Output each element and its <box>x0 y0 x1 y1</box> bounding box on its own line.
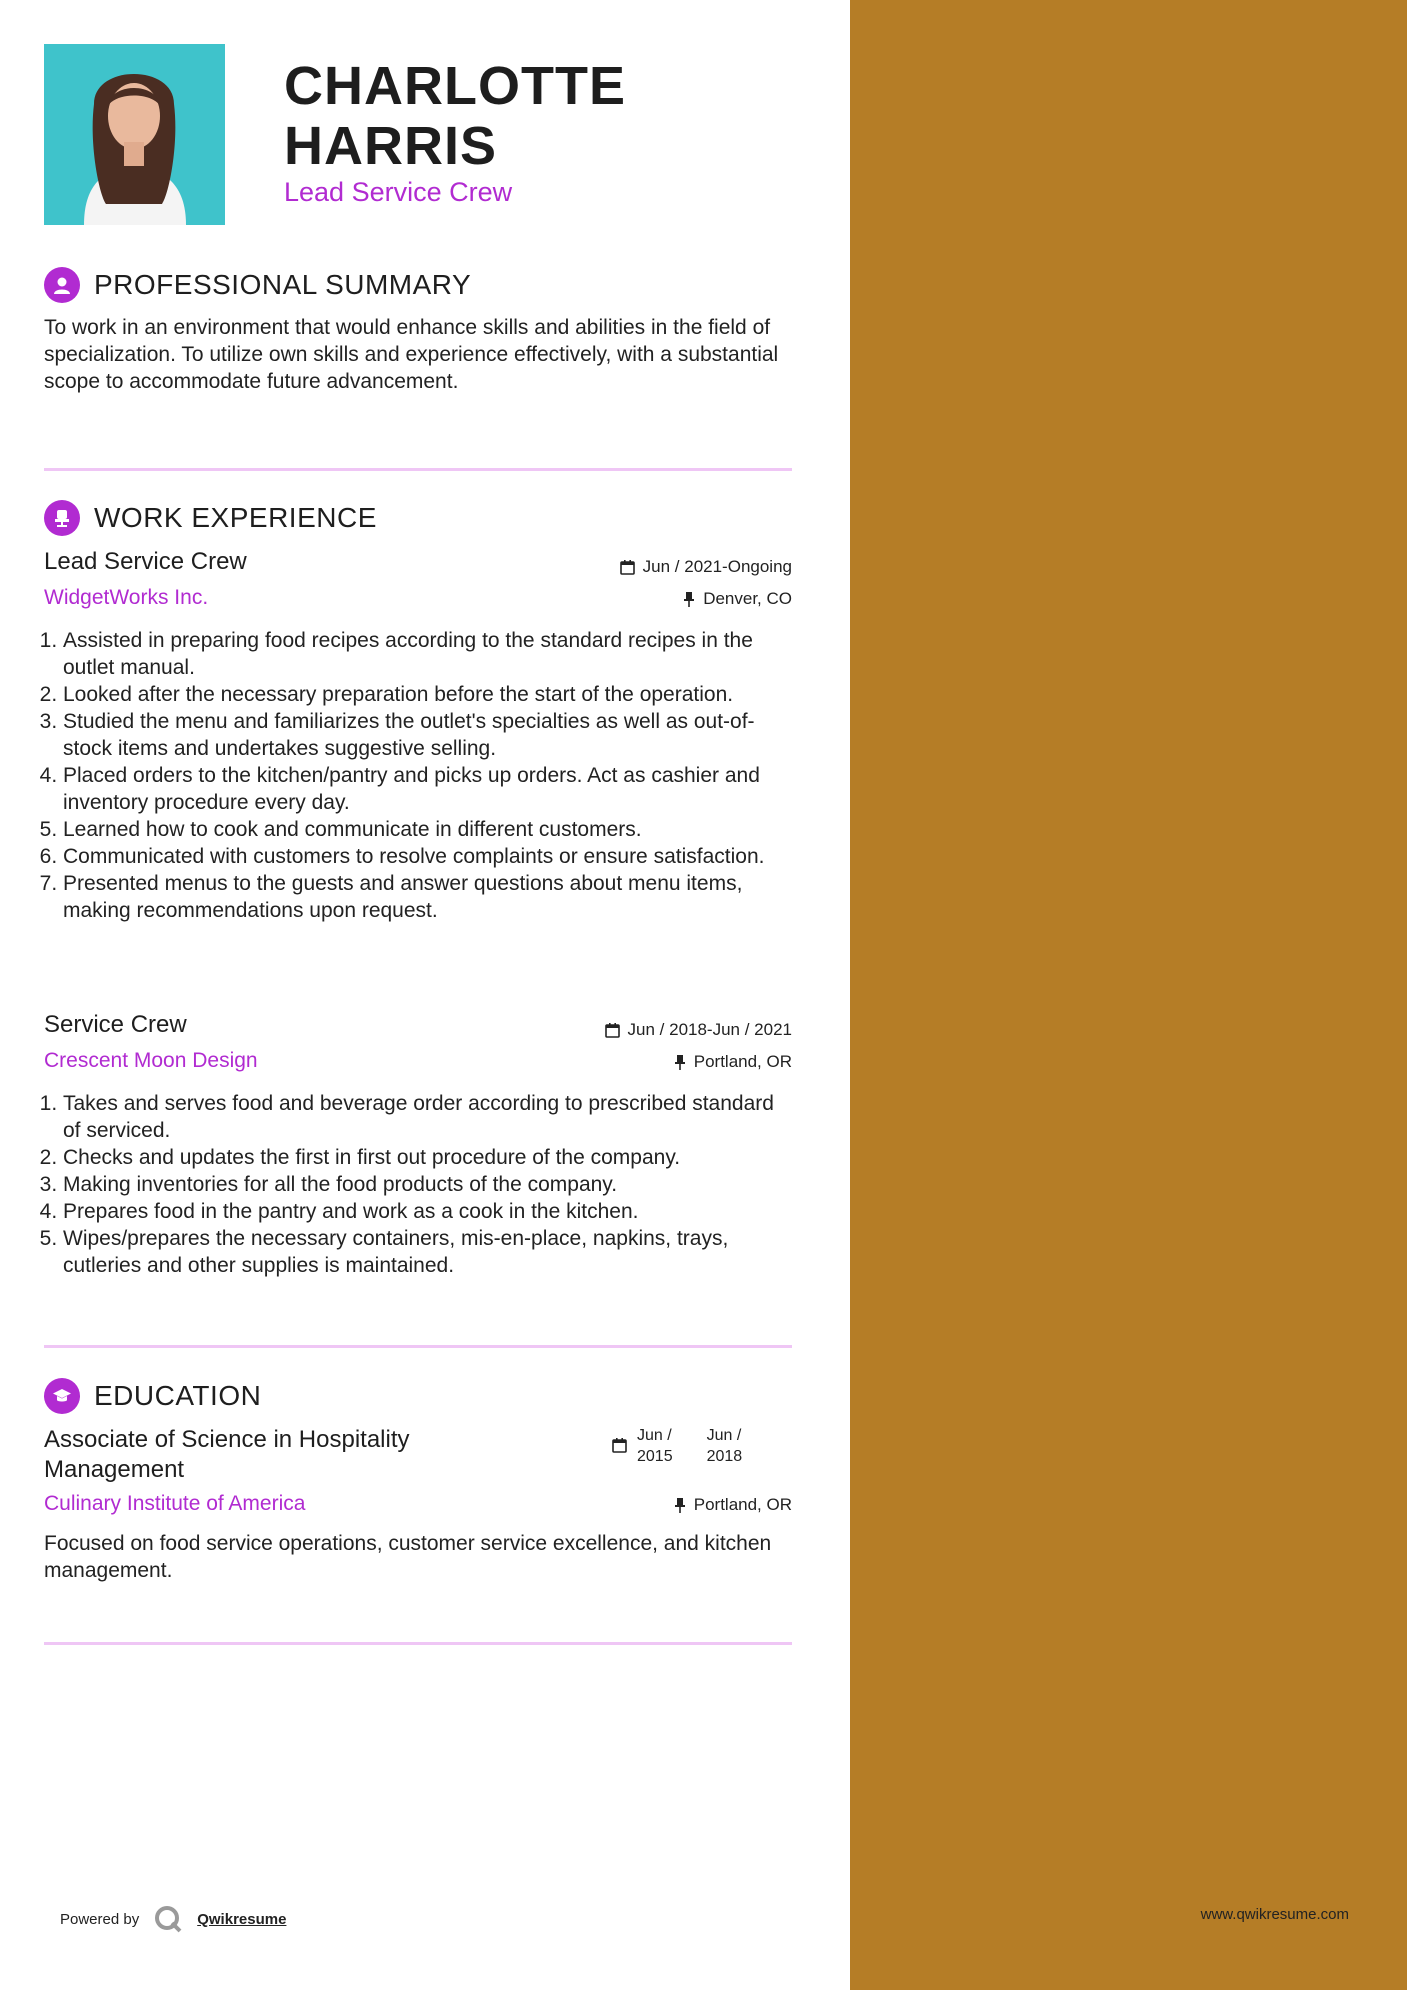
education-description: Focused on food service operations, customer service excellence, and kitchen management. <box>44 1532 772 1582</box>
user-icon <box>44 267 80 303</box>
qwikresume-link[interactable]: Qwikresume <box>197 1910 287 1928</box>
divider <box>44 1642 792 1645</box>
powered-by-label: Powered by <box>60 1910 140 1928</box>
footer-website[interactable]: www.qwikresume.com <box>1200 1906 1349 1923</box>
list-item: 1. Assisted in preparing food recipes according to the standard recipes in the outlet manual. <box>63 627 784 681</box>
summary-text: To work in an environment that would enhance skills and abilities in the field of specialization. To utilize own skills and experience effectively, with a substantial scope to accommodate future advancement. <box>44 316 779 393</box>
calendar-icon <box>605 1022 620 1038</box>
candidate-name: CHARLOTTE HARRIS <box>284 56 626 176</box>
job-dates <box>605 1020 792 1040</box>
pin-icon <box>674 1497 686 1513</box>
list-item: 2. Checks and updates the first in first out procedure of the company. <box>63 1144 784 1171</box>
list-item: 1. Takes and serves food and beverage order according to prescribed standard of serviced. <box>63 1090 784 1144</box>
job-duties-list <box>44 627 784 924</box>
chair-icon <box>44 500 80 536</box>
pin-icon <box>683 591 695 607</box>
experience-heading-label: WORK EXPERIENCE <box>94 502 377 533</box>
list-item: 7. Presented menus to the guests and answer questions about menu items, making recommendations upon request. <box>63 870 784 924</box>
job-title: Lead Service Crew <box>44 548 247 575</box>
job-company: WidgetWorks Inc. <box>44 586 209 609</box>
divider <box>44 1345 792 1348</box>
list-item: 6. Communicated with customers to resolve complaints or ensure satisfaction. <box>63 843 784 870</box>
list-item: 4. Placed orders to the kitchen/pantry and picks up orders. Act as cashier and inventory procedure every day. <box>63 762 784 816</box>
powered-by <box>60 1904 286 1934</box>
job-location <box>674 1052 792 1072</box>
job-dates-text: Jun / 2018-Jun / 2021 <box>627 1020 792 1039</box>
education-degree: Associate of Science in Hospitality Management <box>44 1426 410 1483</box>
job-duties-list <box>44 1090 784 1279</box>
qwikresume-logo-icon <box>153 1904 183 1934</box>
education-heading <box>44 1378 261 1414</box>
summary-heading-label: PROFESSIONAL SUMMARY <box>94 269 472 300</box>
education-location <box>674 1495 792 1515</box>
divider <box>44 468 792 471</box>
job-dates <box>620 557 792 577</box>
job-title: Service Crew <box>44 1011 187 1038</box>
education-location-text: Portland, OR <box>693 1495 792 1514</box>
list-item: 2. Looked after the necessary preparation before the start of the operation. <box>63 681 784 708</box>
profile-photo <box>44 44 225 225</box>
education-heading-label: EDUCATION <box>94 1380 262 1411</box>
experience-heading <box>44 500 377 536</box>
job-company: Crescent Moon Design <box>44 1049 258 1072</box>
list-item: 3. Making inventories for all the food products of the company. <box>63 1171 784 1198</box>
education-start-year: 2015 <box>637 1448 673 1465</box>
pin-icon <box>674 1054 686 1070</box>
list-item: 5. Wipes/prepares the necessary containers, mis-en-place, napkins, trays, cutleries and other supplies is maintained. <box>63 1225 784 1279</box>
job-location <box>683 589 792 609</box>
list-item: 5. Learned how to cook and communicate in different customers. <box>63 816 784 843</box>
candidate-title: Lead Service Crew <box>284 177 513 207</box>
job-location-text: Denver, CO <box>703 589 792 608</box>
graduation-icon <box>44 1378 80 1414</box>
education-start-month: Jun / <box>637 1427 672 1444</box>
education-end-year: 2018 <box>706 1448 743 1465</box>
job-location-text: Portland, OR <box>693 1052 792 1071</box>
job-dates-text: Jun / 2021-Ongoing <box>642 557 792 576</box>
education-dates <box>612 1425 742 1467</box>
list-item: 4. Prepares food in the pantry and work as a cook in the kitchen. <box>63 1198 784 1225</box>
education-school: Culinary Institute of America <box>44 1492 306 1515</box>
education-end-month: Jun / <box>706 1427 742 1444</box>
list-item: 3. Studied the menu and familiarizes the outlet's specialties as well as out-of-stock items and undertakes suggestive selling. <box>63 708 784 762</box>
sidebar <box>850 0 1407 1990</box>
calendar-icon <box>612 1437 627 1453</box>
calendar-icon <box>620 559 635 575</box>
summary-heading <box>44 267 471 303</box>
